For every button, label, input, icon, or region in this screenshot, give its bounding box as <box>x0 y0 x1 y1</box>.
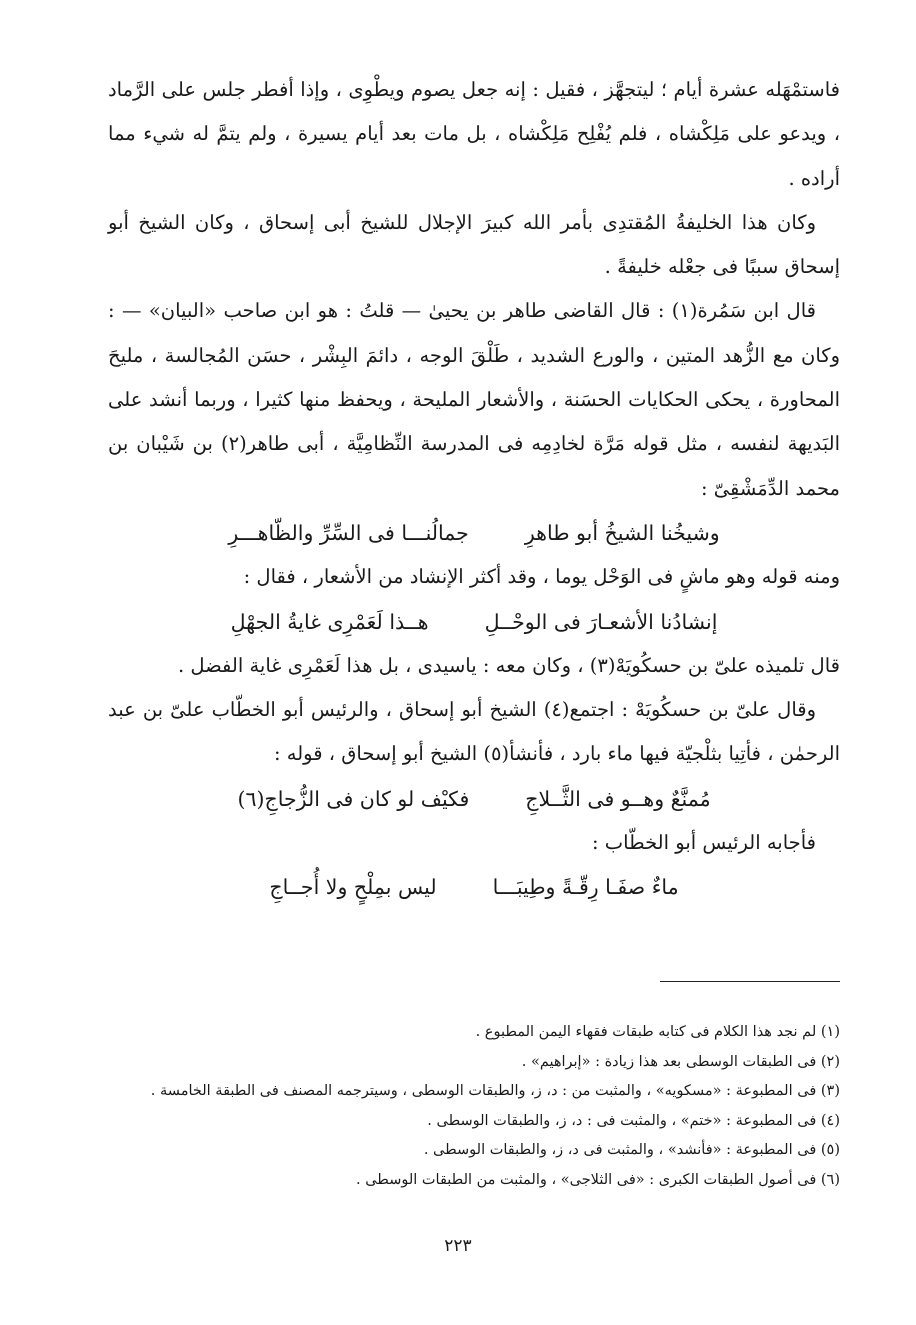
footnote: (٤) فى المطبوعة : «ختم» ، والمثبت فى : د، ز، والطبقات الوسطى . <box>427 1112 840 1129</box>
verse-line <box>108 600 840 644</box>
paragraph: وكان هذا الخليفةُ المُقتدِى بأمر الله كبيرَ الإجلال للشيخ أبى إسحاق ، وكان الشيخ أبو إسحاق سببًا فى جعْله خليفةً . <box>108 210 840 279</box>
verse-hemistich-second: هــذا لَعَمْرِى غايةُ الجهْلِ <box>230 609 429 634</box>
verse-hemistich-first: إنشادُنا الأشعـارَ فى الوحْــلِ <box>484 609 718 634</box>
verse-line <box>108 511 840 555</box>
paragraph: وقال علىّ بن حسكُويَهْ : اجتمع(٤) الشيخ أبو إسحاق ، والرئيس أبو الخطّاب علىّ بن عبد الرحمٰن ، فأتِيا بثلْجيّة فيها ماء بارد ، فأنشأ(٥) الشيخ أبو إسحاق ، قوله : <box>108 698 840 766</box>
page-number: ٢٢٣ <box>444 1236 472 1256</box>
paragraph: ومنه قوله وهو ماشٍ فى الوَحْل يوما ، وقد أكثر الإنشاد من الأشعار ، فقال : <box>243 565 840 589</box>
paragraph: قال تلميذه علىّ بن حسكُويَهْ(٣) ، وكان معه : ياسيدى ، بل هذا لَعَمْرِى غاية الفضل . <box>177 653 840 677</box>
verse-line <box>108 777 840 821</box>
verse-hemistich-second: ليس بمِلْحٍ ولا أُجــاجِ <box>269 875 437 900</box>
footnote: (٥) فى المطبوعة : «فأنشد» ، والمثبت فى د، ز، والطبقات الوسطى . <box>423 1142 840 1158</box>
footnote: (٣) فى المطبوعة : «مسكويه» ، والمثبت من : د، ز، والطبقات الوسطى ، وسيترجمه المصنف فى الطبقة الخامسة . <box>150 1083 840 1099</box>
verse-hemistich-first: ماءٌ صفَـا رِقّـةً وطِيبَـــا <box>492 875 679 900</box>
verse-hemistich-first: مُمنَّعٌ وهــو فى الثَّــلاجِ <box>525 786 711 811</box>
paragraph: فاستمْهَله عشرة أيام ؛ ليتجهَّز ، فقيل : إنه جعل يصوم ويطْوِى ، وإذا أفطر جلس على الرَّماد ، ويدعو على مَلِكْشاه ، فلم يُفْلِح مَلِكْشاه ، بل مات بعد أيام يسيرة ، ولم يتمَّ له شيء مما أراده . <box>108 78 840 190</box>
verse-hemistich-first: وشيخُنا الشيخُ أبو طاهرِ <box>524 520 720 545</box>
paragraph: فأجابه الرئيس أبو الخطّاب : <box>592 831 816 855</box>
footnote: (٢) فى الطبقات الوسطى بعد هذا زيادة : «إبراهيم» . <box>521 1053 840 1070</box>
footnote: (١) لم نجد هذا الكلام فى كتابه طبقات فقهاء اليمن المطبوع . <box>475 1024 840 1040</box>
footnote: (٦) فى أصول الطبقات الكبرى : «فى الثلاجى» ، والمثبت من الطبقات الوسطى . <box>356 1171 840 1188</box>
verse-hemistich-second: جمالُنـــا فى السِّرِّ والظّاهـــرِ <box>228 520 469 545</box>
footnote-separator <box>660 981 840 982</box>
verse-line <box>108 865 840 909</box>
main-text <box>108 68 840 910</box>
verse-hemistich-second: فكيْف لو كان فى الزُّجاجِ(٦) <box>237 786 470 811</box>
footnotes <box>108 1018 840 1195</box>
paragraph: قال ابن سَمُرة(١) : قال القاضى طاهر بن يحيىٰ — قلتُ : هو ابن صاحب «البيان» — : وكان مع الزُّهد المتين ، والورع الشديد ، طَلْقَ الوجه ، دائمَ البِشْر ، حسَن المُجالسة ، مليحَ المحاورة ، يحكى الحكايات الحسَنة ، والأشعار المليحة ، ويحفظ منها كثيرا ، وربما أنشد على البَديهة لنفسه ، مثل قوله مَرَّة لخادِمِه فى المدرسة النِّظامِيَّة ، أبى طاهر(٢) بن شَيْبان بن محمد الدِّمَشْقِىّ : <box>108 299 840 500</box>
